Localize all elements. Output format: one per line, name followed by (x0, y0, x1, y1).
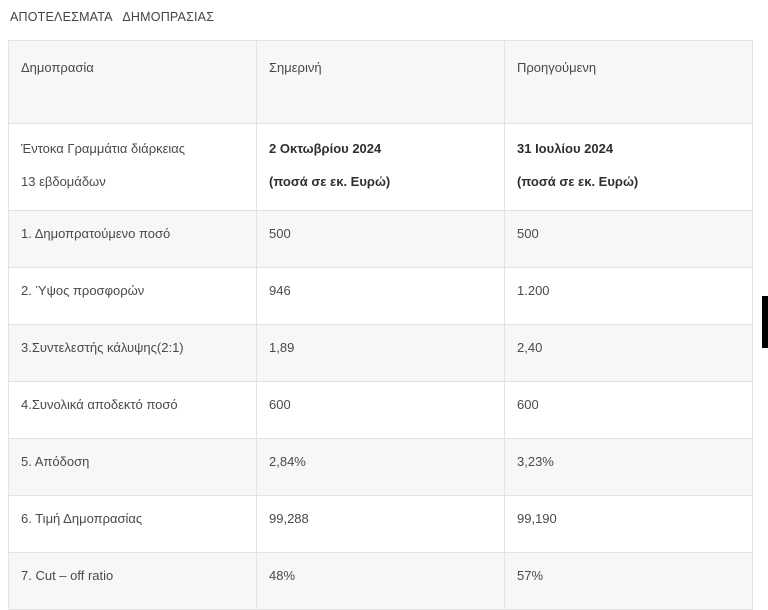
auction-results-table-wrapper (8, 40, 752, 610)
row-label: 5. Απόδοση (9, 438, 257, 495)
row-previous-value: 99,190 (505, 495, 753, 552)
row-previous-value: 57% (505, 552, 753, 609)
current-auction-date-cell (257, 124, 505, 211)
row-label: 1. Δημοπρατούμενο ποσό (9, 210, 257, 267)
row-current-value: 2,84% (257, 438, 505, 495)
row-label: 2. Ύψος προσφορών (9, 267, 257, 324)
table-row (9, 267, 753, 324)
row-current-value: 99,288 (257, 495, 505, 552)
table-header-row (9, 41, 753, 124)
column-header-previous: Προηγούμενη (505, 41, 753, 124)
row-label: 6. Τιμή Δημοπρασίας (9, 495, 257, 552)
previous-auction-date-cell (505, 124, 753, 211)
row-current-value: 600 (257, 381, 505, 438)
row-current-value: 500 (257, 210, 505, 267)
instrument-description-cell (9, 124, 257, 211)
table-row (9, 381, 753, 438)
table-row (9, 210, 753, 267)
current-auction-date: 2 Οκτωβρίου 2024 (269, 141, 382, 156)
row-previous-value: 1.200 (505, 267, 753, 324)
table-subheader-row (9, 124, 753, 211)
instrument-description-line1: Έντοκα Γραμμάτια διάρκειας (21, 141, 186, 156)
scrollbar-thumb[interactable] (762, 296, 768, 348)
table-row (9, 438, 753, 495)
current-auction-units: (ποσά σε εκ. Ευρώ) (269, 173, 391, 189)
instrument-description-line2: 13 εβδομάδων (21, 173, 106, 189)
row-current-value: 946 (257, 267, 505, 324)
row-current-value: 1,89 (257, 324, 505, 381)
row-previous-value: 2,40 (505, 324, 753, 381)
previous-auction-date: 31 Ιουλίου 2024 (517, 141, 614, 156)
auction-results-table (8, 40, 753, 610)
row-previous-value: 600 (505, 381, 753, 438)
column-header-auction: Δημοπρασία (9, 41, 257, 124)
row-current-value: 48% (257, 552, 505, 609)
table-row (9, 495, 753, 552)
table-row (9, 552, 753, 609)
row-previous-value: 3,23% (505, 438, 753, 495)
table-row (9, 324, 753, 381)
previous-auction-units: (ποσά σε εκ. Ευρώ) (517, 173, 639, 189)
page-title: ΑΠΟΤΕΛΕΣΜΑΤΑ ΔΗΜΟΠΡΑΣΙΑΣ (10, 10, 215, 24)
row-label: 3.Συντελεστής κάλυψης(2:1) (9, 324, 257, 381)
column-header-current: Σημερινή (257, 41, 505, 124)
row-label: 4.Συνολικά αποδεκτό ποσό (9, 381, 257, 438)
row-label: 7. Cut – off ratio (9, 552, 257, 609)
row-previous-value: 500 (505, 210, 753, 267)
